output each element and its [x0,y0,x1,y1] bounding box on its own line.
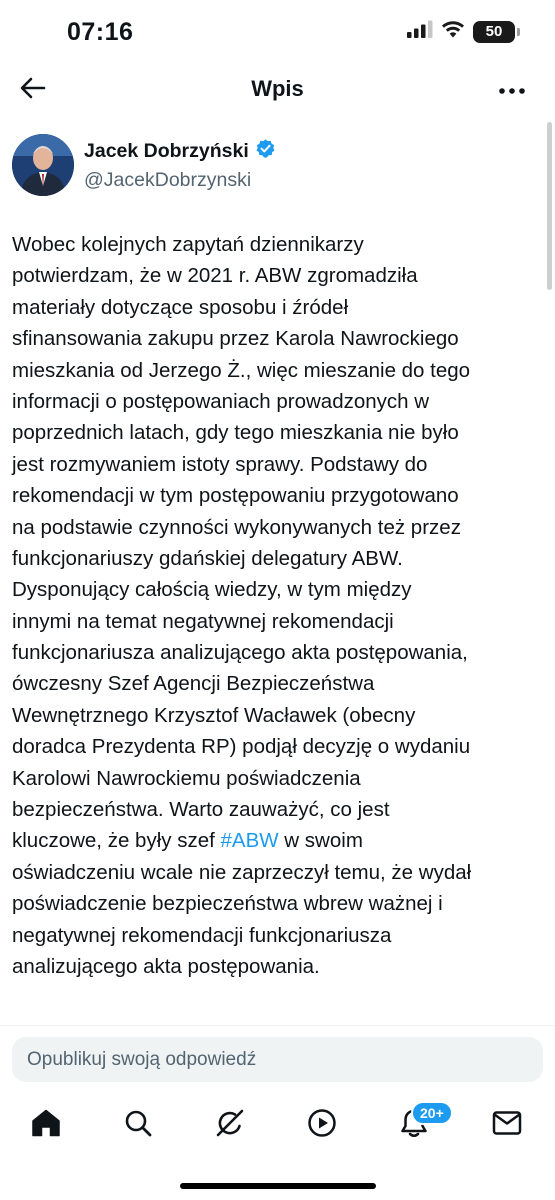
post-line: analizującego akta postępowania. [12,954,320,978]
post-line: Wewnętrznego Krzysztof Wacławek (obecny [12,703,416,727]
tab-grok[interactable] [213,1108,247,1142]
status-icons [407,20,515,43]
post-line: mieszkania od Jerzego Ż., więc mieszanie do tego [12,358,471,382]
post-line: bezpieczeństwa. Warto zauważyć, co jest [12,798,390,822]
post-line: funkcjonariusza analizującego akta postępowania, [12,641,468,665]
author-name[interactable]: Jacek Dobrzyński [84,139,249,162]
tab-messages[interactable] [490,1108,524,1142]
post-line: jest rozmywaniem istoty sprawy. Podstawy do [12,452,428,476]
verified-badge-icon[interactable] [255,138,276,164]
post-line: potwierdzam, że w 2021 r. ABW zgromadziła [12,264,418,288]
page-title: Wpis [251,76,304,101]
post-line-with-hashtag [12,825,547,856]
post-line: doradca Prezydenta RP) podjął decyzję o wydaniu [12,735,471,759]
author-name-row [84,138,276,164]
post-line: sfinansowania zakupu przez Karola Nawrockiego [12,327,459,351]
author-info [84,134,276,198]
post-text-segment: w swoim [278,829,363,853]
post-line: negatywnej rekomendacji funkcjonariusza [12,923,392,947]
play-icon [307,1108,337,1143]
post-line: funkcjonariuszy gdańskiej delegatury ABW. [12,546,403,570]
tab-bar [0,1100,555,1150]
notifications-badge: 20+ [411,1101,453,1125]
scrollbar[interactable] [547,122,552,290]
status-time: 07:16 [67,18,134,46]
cellular-signal-icon [407,20,433,43]
post-text-segment: kluczowe, że były szef [12,829,221,853]
battery-level: 50 [485,23,503,40]
post-line: innymi na temat negatywnej rekomendacji [12,609,394,633]
reply-input[interactable] [12,1037,543,1082]
tab-video[interactable] [305,1108,339,1142]
mail-icon [492,1110,522,1141]
post-line: ówczesny Szef Agencji Bezpieczeństwa [12,672,375,696]
post-line: Dysponujący całością wiedzy, w tym między [12,578,412,602]
tab-home[interactable] [29,1108,63,1142]
avatar[interactable] [12,134,74,196]
more-options-button[interactable] [497,80,527,100]
post-line: informacji o postępowaniach prowadzonych w [12,389,430,413]
grok-icon [215,1108,245,1143]
post-text [12,229,547,982]
post-author [12,134,276,198]
post-line: poświadczenie bezpieczeństwa wbrew ważnej i [12,892,443,916]
divider [0,1025,555,1026]
post-line: na podstawie czynności wykonywanych też przez [12,515,461,539]
reply-placeholder: Opublikuj swoją odpowiedź [27,1048,257,1070]
wifi-icon [441,20,465,43]
more-horizontal-icon [499,81,525,99]
status-bar [0,0,555,62]
tab-search[interactable] [121,1108,155,1142]
home-icon [31,1108,61,1143]
post-line: Wobec kolejnych zapytań dziennikarzy [12,233,364,256]
post-line: materiały dotyczące sposobu i źródeł [12,295,349,319]
search-icon [124,1109,152,1142]
home-indicator[interactable] [180,1183,376,1189]
post-line: rekomendacji w tym postępowaniu przygotowano [12,484,459,508]
post-line: oświadczeniu wcale nie zaprzeczył temu, że wydał [12,860,472,884]
nav-bar [0,62,555,118]
hashtag-link[interactable]: #ABW [220,829,279,853]
author-handle[interactable]: @JacekDobrzynski [84,169,252,191]
battery-indicator [473,21,515,43]
avatar-image [12,134,74,196]
post-line: Karolowi Nawrockiemu poświadczenia [12,766,361,790]
post-line: poprzednich latach, gdy tego mieszkania nie było [12,421,459,445]
